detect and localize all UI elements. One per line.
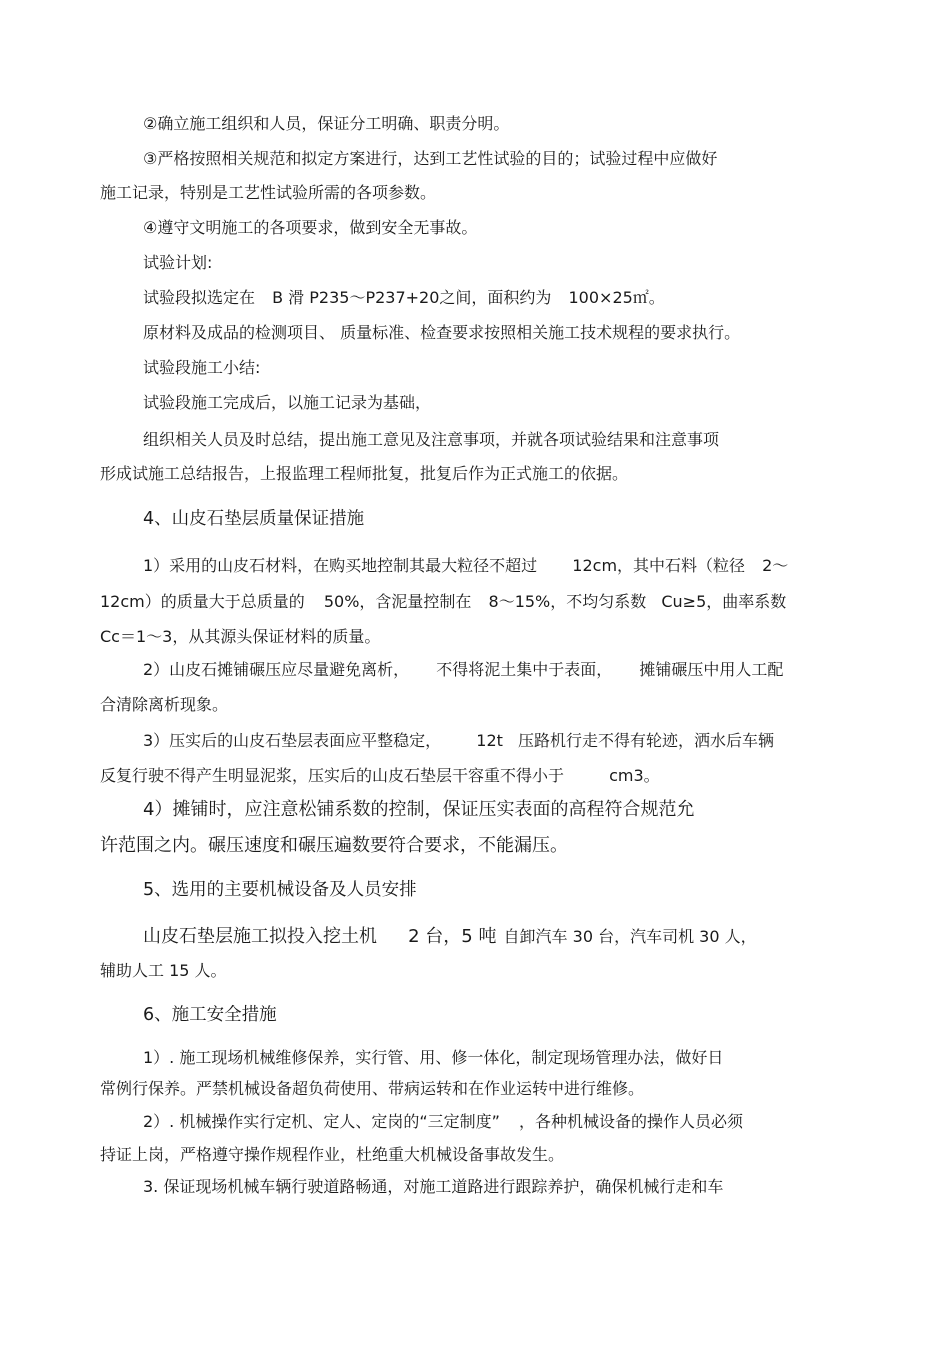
text-line: [143, 1112, 743, 1132]
text-span: 8～15%，不均匀系数: [488, 592, 647, 611]
text-line: 组织相关人员及时总结，提出施工意见及注意事项，并就各项试验结果和注意事项: [143, 430, 720, 449]
text-line: [100, 592, 786, 612]
text-line: 施工记录，特别是工艺性试验所需的各项参数。: [100, 183, 437, 202]
text-line: 试验段施工完成后，以施工记录为基础，: [143, 393, 432, 412]
text-line: 形成试施工总结报告，上报监理工程师批复，批复后作为正式施工的依据。: [100, 464, 629, 483]
text-line: [143, 556, 788, 576]
text-line: 试验计划:: [143, 253, 213, 272]
text-span: 3）压实后的山皮石垫层表面应平整稳定，: [143, 731, 442, 750]
text-span: 2～: [762, 556, 789, 575]
text-line: 原材料及成品的检测项目、 质量标准、检查要求按照相关施工技术规程的要求执行。: [143, 323, 741, 342]
text-span: B 滑 P235～P237+20之间，面积约为: [272, 288, 552, 307]
text-span: 反复行驶不得产生明显泥浆，压实后的山皮石垫层干容重不得小于: [100, 766, 565, 785]
text-span: 12cm，其中石料（粒径: [572, 556, 746, 575]
text-line: ③严格按照相关规范和拟定方案进行，达到工艺性试验的目的；试验过程中应做好: [143, 149, 718, 168]
text-line: ②确立施工组织和人员，保证分工明确、职责分明。: [143, 114, 510, 133]
text-line: 常例行保养。严禁机械设备超负荷使用、带病运转和在作业运转中进行维修。: [100, 1079, 645, 1098]
text-line: [100, 766, 660, 786]
text-span: 摊铺碾压中用人工配: [639, 660, 784, 679]
text-span: 1）采用的山皮石材料，在购买地控制其最大粒径不超过: [143, 556, 538, 575]
text-span: ，各种机械设备的操作人员必须: [519, 1112, 744, 1131]
text-span: 2）. 机械操作实行定机、定人、定岗的“三定制度”: [143, 1112, 500, 1131]
text-line: [143, 660, 783, 680]
text-line: [143, 731, 774, 751]
text-line: 持证上岗，严格遵守操作规程作业，杜绝重大机械设备事故发生。: [100, 1145, 565, 1164]
text-span: 压路机行走不得有轮迹，洒水后车辆: [518, 731, 775, 750]
text-span: 50%，含泥量控制在: [323, 592, 472, 611]
text-span: 自卸汽车 30 台，汽车司机 30 人，: [503, 927, 757, 946]
text-span: 2 台，5 吨: [408, 926, 497, 947]
text-line: 1）. 施工现场机械维修保养，实行管、用、修一体化，制定现场管理办法，做好日: [143, 1048, 724, 1067]
text-span: 山皮石垫层施工拟投入挖土机: [143, 926, 377, 947]
text-line: 合清除离析现象。: [100, 695, 229, 714]
section-heading: 5、选用的主要机械设备及人员安排: [143, 880, 417, 900]
text-span: 12t: [476, 731, 503, 750]
text-line: 试验段施工小结:: [143, 358, 261, 377]
text-span: cm3。: [609, 766, 660, 785]
text-line: 4）摊铺时，应注意松铺系数的控制，保证压实表面的高程符合规范允: [143, 799, 695, 820]
text-span: 不得将泥土集中于表面，: [436, 660, 613, 679]
text-span: Cu≥5，曲率系数: [661, 592, 787, 611]
text-line: 3. 保证现场机械车辆行驶道路畅通，对施工道路进行跟踪养护，确保机械行走和车: [143, 1177, 724, 1196]
text-span: 2）山皮石摊铺碾压应尽量避免离析，: [143, 660, 410, 679]
text-span: 100×25㎡。: [568, 288, 665, 307]
text-line: ④遵守文明施工的各项要求，做到安全无事故。: [143, 218, 478, 237]
section-heading: 4、山皮石垫层质量保证措施: [143, 509, 365, 529]
section-heading: 6、施工安全措施: [143, 1005, 277, 1025]
text-line: Cc＝1～3，从其源头保证材料的质量。: [100, 627, 381, 646]
text-span: 试验段拟选定在: [143, 288, 256, 307]
text-line: [143, 288, 665, 308]
text-span: 12cm）的质量大于总质量的: [100, 592, 305, 611]
text-line: 辅助人工 15 人。: [100, 961, 227, 980]
text-line: 许范围之内。碾压速度和碾压遍数要符合要求，不能漏压。: [100, 835, 568, 856]
text-line: [143, 925, 757, 949]
